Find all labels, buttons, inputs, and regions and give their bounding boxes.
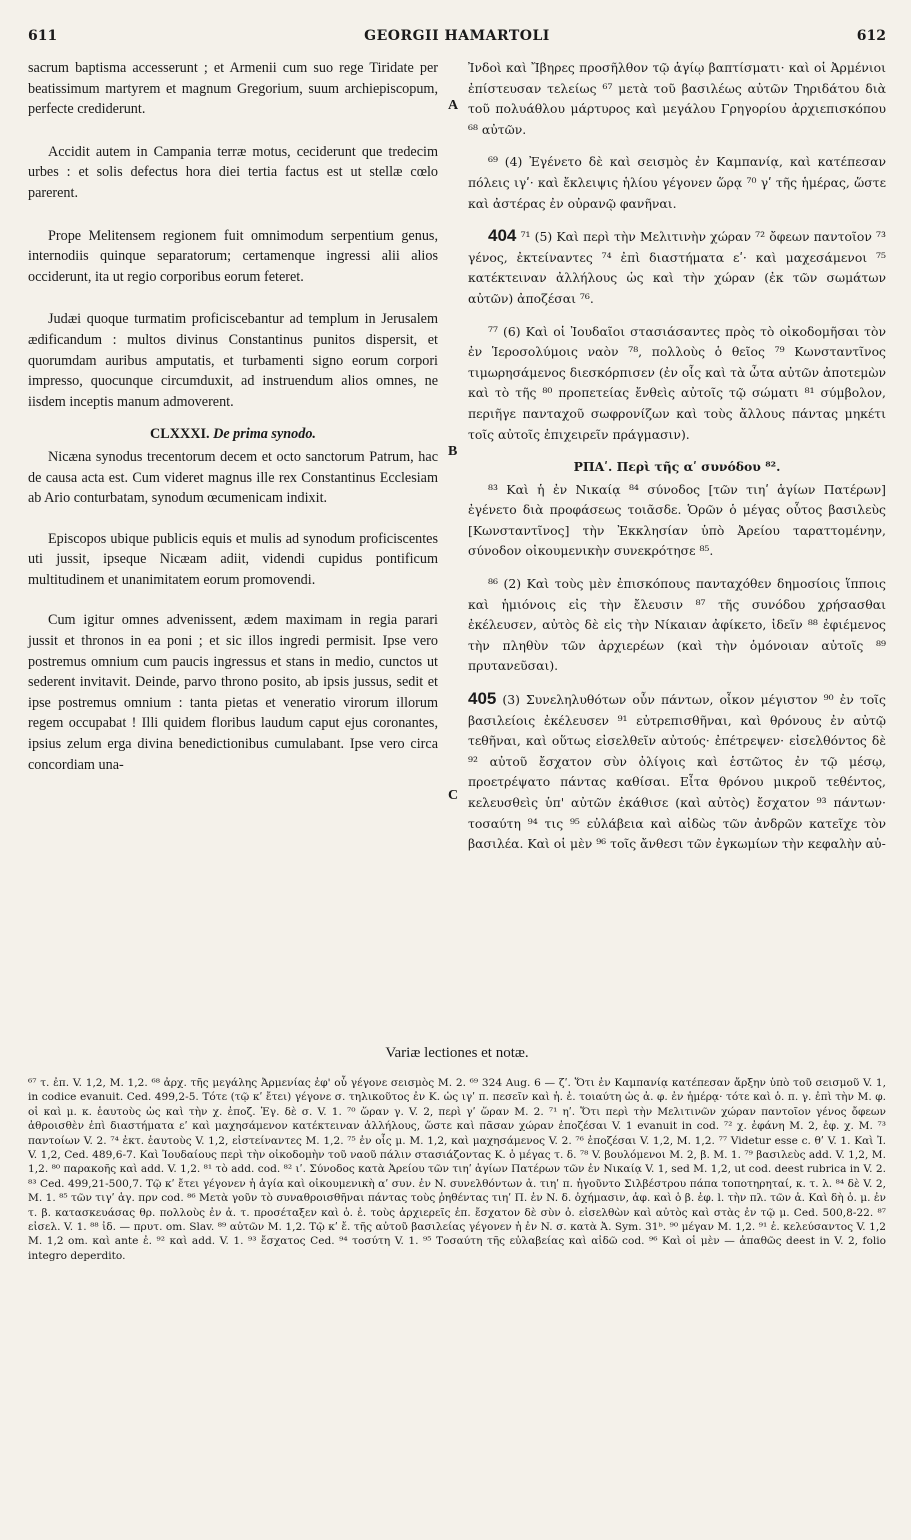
page-number-left: 611 xyxy=(28,28,58,44)
margin-letter-a: A xyxy=(448,98,459,113)
running-title: GEORGII HAMARTOLI xyxy=(364,28,550,44)
greek-chapter-heading: ΡΠΑʹ. Περὶ τῆς αʹ συνόδου ⁸². xyxy=(573,459,781,475)
edition-page-marker-405: 405 xyxy=(468,689,497,709)
greek-paragraph-3 xyxy=(468,226,886,309)
page-number-right: 612 xyxy=(856,28,886,44)
latin-paragraph-1: sacrum baptisma accesserunt ; et Armenii cum suo rege Tiridate per beatissimum martyrem et magnum Gregorium, suum archiepiscopum, perfecte crediderunt. xyxy=(28,60,438,118)
edition-page-marker-404: 404 xyxy=(488,226,517,246)
greek-paragraph-5: ⁸³ Καὶ ἡ ἐν Νικαίᾳ ⁸⁴ σύνοδος [τῶν τιηʹ ἁγίων Πατέρων] ἐγένετο διὰ προφάσεως τοιᾶσδε. Ὁρῶν ὁ μέγας οὗτος βασιλεὺς [Κωνσταντῖνος] τὴν Ἐκκλησίαν ὑπὸ Ἀρείου ταραττομένην, σύνοδον οἰκουμενικὴν συνεκρότησε ⁸⁵. xyxy=(468,481,886,559)
latin-paragraph-7: Cum igitur omnes advenissent, ædem maximam in regia parari jussit et thronos in ea poni ; et sic illos ingredi permisit. Ipse vero postremus omnium cum paucis ingressus et stans in medio, cunctos ut sederent invitavit. Deinde, parvo throno posito, ab ipsis jussus, sedit et ipse postremus omnium : tanta pietas et veneratio virorum illorum regem occupabat ! Illi quidem floribus laudum caput ejus coronantes, ipsius zelum erga divina benedictionibus cumulabant. Ipse vero circa concordiam una- xyxy=(28,612,438,773)
latin-chapter-number: CLXXXI. xyxy=(150,426,210,443)
margin-letter-c: C xyxy=(448,788,459,803)
margin-letter-b: B xyxy=(448,444,458,459)
latin-paragraph-5: Nicæna synodus trecentorum decem et octo sanctorum Patrum, hac de causa acta est. Cum videret magnus ille rex Constantinus Ecclesiam ab Ario conturbatam, synodum œcumenicam indixit. xyxy=(28,448,438,507)
running-header xyxy=(28,28,886,58)
latin-chapter-heading xyxy=(28,424,438,445)
latin-column xyxy=(28,58,438,787)
critical-apparatus xyxy=(28,1076,886,1263)
greek-paragraph-7-text: (3) Συνεληλυθότων οὖν πάντων, οἶκον μέγιστον ⁹⁰ ἐν τοῖς βασιλείοις ἐκέλευσεν ⁹¹ εὐτρεπισθῆναι, καὶ θρόνους ἐν αὐτῷ τεθῆναι, καὶ οὕτως εἰσελθεῖν αὐτούς· ἐπέτρεψεν· εἰσελθόντος δὲ ⁹² αὐτοῦ ἔσχατον σὺν ὀλίγοις καὶ ἑστῶτος ἐν τῷ μέσῳ, προετρέψατο πάντας καθίσαι. Εἶτα θρόνου μικροῦ τεθέντος, κελευσθεὶς ὑπ' αὐτῶν ἐκάθισε (καὶ αὐτὸς) ἔσχατον ⁹³ πάντων· τοσαύτη ⁹⁴ τις ⁹⁵ εὐλάβεια καὶ αἰδὼς τῶν ἀνδρῶν κατεῖχε τὸν βασιλέα. Καὶ οἱ μὲν ⁹⁶ τοῖς ἄνθεσι τῶν ἐγκωμίων τὴν κεφαλὴν αὐ- xyxy=(468,692,886,852)
latin-paragraph-6: Episcopos ubique publicis equis et mulis ad synodum proficiscentes uti jussit, ipseque Nicæam adiit, videndi cupidus pontificum multitudinem et unanimitatem eorum promovendi. xyxy=(28,530,438,588)
latin-paragraph-2: Accidit autem in Campania terræ motus, ceciderunt que tredecim urbes : et solis defectus hora diei tertia factus est ut stellæ cœlo parerent. xyxy=(28,143,438,201)
greek-paragraph-2: ⁶⁹ (4) Ἐγένετο δὲ καὶ σεισμὸς ἐν Καμπανίᾳ, καὶ κατέπεσαν πόλεις ιγʹ· καὶ ἔκλειψις ἡλίου γέγονεν ὥρᾳ ⁷⁰ γʹ τῆς ἡμέρας, ὥστε καὶ ἀστέρας ἐν οὐρανῷ φανῆναι. xyxy=(468,154,886,211)
greek-paragraph-7 xyxy=(468,689,886,855)
greek-paragraph-1: Ἰνδοὶ καὶ Ἴβηρες προσῆλθον τῷ ἁγίῳ βαπτίσματι· καὶ οἱ Ἀρμένιοι ἐπίστευσαν τελείως ⁶⁷ μετὰ τοῦ βασιλέως αὐτῶν Τηριδάτου διὰ τοῦ πολυάθλου μάρτυρος καὶ μεγάλου Γρηγορίου ἀρχιεπισκόπου ⁶⁸ αὐτῶν. xyxy=(468,60,886,137)
greek-paragraph-6: ⁸⁶ (2) Καὶ τοὺς μὲν ἐπισκόπους πανταχόθεν δημοσίοις ἵπποις καὶ ἡμιόνοις εἰς τὴν ἔλευσιν ⁸⁷ τῆς συνόδου χρήσασθαι ἐκέλευσεν, αὐτὸς δὲ εἰς τὴν Νίκαιαν ἀφίκετο, ἰδεῖν ⁸⁸ ἐφιέμενος τὴν πληθὺν τῶν ἀρχιερέων (καὶ τὴν ὁμόνοιαν αὐτοῖς ⁸⁹ πρυτανεῦσαι). xyxy=(468,576,886,674)
notes-text: ⁶⁷ τ. ἐπ. V. 1,2, M. 1,2. ⁶⁸ ἀρχ. τῆς μεγάλης Ἀρμενίας ἐφ' οὗ γέγονε σεισμὸς M. 2. ⁶⁹ 324 Aug. 6 — ζʹ. Ὅτι ἐν Καμπανίᾳ κατέπεσαν ἄρξην ὑπὸ τοῦ σεισμοῦ V. 1, in codice evanuit. Ced. 499,2-5. Τότε (τῷ κʹ ἔτει) γέγονε σ. τηλικοῦτος ἐν K. ὡς ιγʹ π. πεσεῖν καὶ ἡ. ἐ. τοιαύτη ὡς ἀ. φ. ἐν ἡμέρᾳ· τότε καὶ ὁ. π. γ. ἐπὶ τὴν M. φ. οἱ καὶ μ. κ. ἑαυτοὺς ὡς καὶ τὴν χ. ἐποζ. Ἐγ. δὲ σ. V. 1. ⁷⁰ ὥραν γ. V. 2, περὶ γʹ ὥραν M. 2. ⁷¹ ηʹ. Ὅτι περὶ τὴν Μελιτινῶν χώραν παντοῖον γένος ὄφεων ἀθροισθὲν ἐπὶ διαστήματα εʹ καὶ μαχησάμενον κατέκτειναν ἀλλήλους, ὥστε καὶ πᾶσαν χώραν ἐποζέσαι V. 1 evanuit in cod. ⁷² χ. ἐφάνη M. 2, ἐφ. χ. M. ⁷³ παντοίων V. 2. ⁷⁴ ἐκτ. ἑαυτοὺς V. 1,2, εἰστείναντες M. 1,2. ⁷⁵ ἐν οἷς μ. M. 1,2, καὶ μαχησάμενος V. 2. ⁷⁶ ἐποζέσαι V. 1,2, M. 1,2. ⁷⁷ Videtur esse c. θʹ V. 1. Καὶ Ἰ. V. 1,2, Ced. 489,6-7. Καὶ Ἰουδαίους περὶ τὴν οἰκοδομὴν τοῦ ναοῦ πάλιν στασιάζοντας K. ὁ μέγας τ. δ. ⁷⁸ V. βουλόμενοι M. 2, β. M. 1. ⁷⁹ βασιλεὺς add. V. 1,2, M. 1,2. ⁸⁰ παρακοῆς καὶ add. V. 1,2. ⁸¹ τὸ add. cod. ⁸² ιʹ. Σύνοδος κατὰ Ἀρείου τῶν τιηʹ ἁγίων Πατέρων τῶν ἐν Νικαίᾳ V. 1, sed M. 1,2, ut cod. deest rubrica in V. 2. ⁸³ Ced. 499,21-500,7. Τῷ κʹ ἔτει γέγονεν ἡ ἁγία καὶ οἰκουμενικὴ αʹ συν. ἐν N. συνελθόντων ἁ. τιηʹ π. ἡγοῦντο Σιλβέστρου πάπα τοποτηρηταί, κ. τ. λ. ⁸⁴ δὲ V. 2, M. 1. ⁸⁵ τῶν τιγʹ ἁγ. πρν cod. ⁸⁶ Μετὰ γοῦν τὸ συναθροισθῆναι πάντας τοὺς ῥηθέντας τιηʹ Π. ἐν N. δ. ὀχήμασιν, ἀφ. καὶ ὁ β. ἐφ. l. τὴν πλ. τῶν ἀ. Καὶ δὴ ὁ. μ. ἐν τ. β. κατασκευάσας θρ. πολλοὺς ἐν ἀ. τ. προσέταξεν καὶ ὁ. ἐ. τοὺς ἀρχιερεῖς ἐπ. ἔσχατον δὲ σὺν ὀ. εἰσελθὼν καὶ αὐτὸς καὶ στὰς ἐν τῷ μ. Ced. 500,8-22. ⁸⁷ εἰσελ. V. 1. ⁸⁸ ἰδ. — πρυτ. om. Slav. ⁸⁹ αὐτῶν M. 1,2. Τῷ κʹ ἔ. τῆς αὐτοῦ βασιλείας γέγονεν ἡ ἐν N. σ. κατὰ Ἀ. Sym. 31ᵇ. ⁹⁰ μέγαν M. 1,2. ⁹¹ ἐ. κελεύσαντος V. 1,2 M. 1,2 om. καὶ ante ἐ. ⁹² καὶ add. V. 1. ⁹³ ἔσχατος Ced. ⁹⁴ τοσύτη V. 1. ⁹⁵ Τοσαύτη τῆς εὐλαβείας καὶ αἰδῶ cod. ⁹⁶ Καὶ οἱ μὲν — ἀπαθῶς deest in V. 2, folio integro deperdito. xyxy=(28,1077,886,1262)
latin-paragraph-4: Judæi quoque turmatim proficiscebantur ad templum in Jerusalem ædificandum : multos divinus Constantinus punitos dispersit, et quorumdam auribus amputatis, et turbamenti signo eorum corpori impresso, quocunque circumduxit, ad instruendum alios omnes, ne iisdem inceptis manum admoverent. xyxy=(28,311,438,410)
greek-paragraph-4: ⁷⁷ (6) Καὶ οἱ Ἰουδαῖοι στασιάσαντες πρὸς τὸ οἰκοδομῆσαι τὸν ἐν Ἱεροσολύμοις ναὸν ⁷⁸, πολλοὺς ὁ θεῖος ⁷⁹ Κωνσταντῖνος τιμωρησάμενος διεσκόρπισεν (ἐν οἷς καὶ τὰ ὦτα αὐτῶν ἀποτεμὼν καὶ τὸ τῆς ⁸⁰ προπετείας ἔνθεὶς αὐτοῖς τῷ σώματι ⁸¹ σύμβολον, περιῆγε πανταχοῦ σωφρονίζων καὶ τοὺς ἄλλους πάντας μηκέτι τοῖς αὐτοῖς ἐπιχειρεῖν πράγμασιν). xyxy=(468,323,886,442)
text-columns xyxy=(28,58,886,1038)
latin-chapter-title: De prima synodo. xyxy=(213,426,316,443)
greek-column xyxy=(468,58,886,867)
greek-paragraph-3-text: ⁷¹ (5) Καὶ περὶ τὴν Μελιτινὴν χώραν ⁷² ὄφεων παντοῖον ⁷³ γένος, ἐκτείναντες ⁷⁴ ἐπὶ διαστήματα εʹ· καὶ μαχεσάμενοι ⁷⁵ κατέκτειναν ἀλλήλους ὡς καὶ τὴν χώραν (ἐκ τῶν σωμάτων αὐτῶν) ἀποζέσαι ⁷⁶. xyxy=(468,229,886,306)
notes-heading: Variæ lectiones et notæ. xyxy=(385,1045,529,1061)
page xyxy=(28,28,886,1518)
latin-paragraph-3: Prope Melitensem regionem fuit omnimodum serpentium genus, internodiis quinque separatorum; certamenque ingressi alii alios occiderunt, ita ut regio corporibus eorum feteret. xyxy=(28,227,438,285)
